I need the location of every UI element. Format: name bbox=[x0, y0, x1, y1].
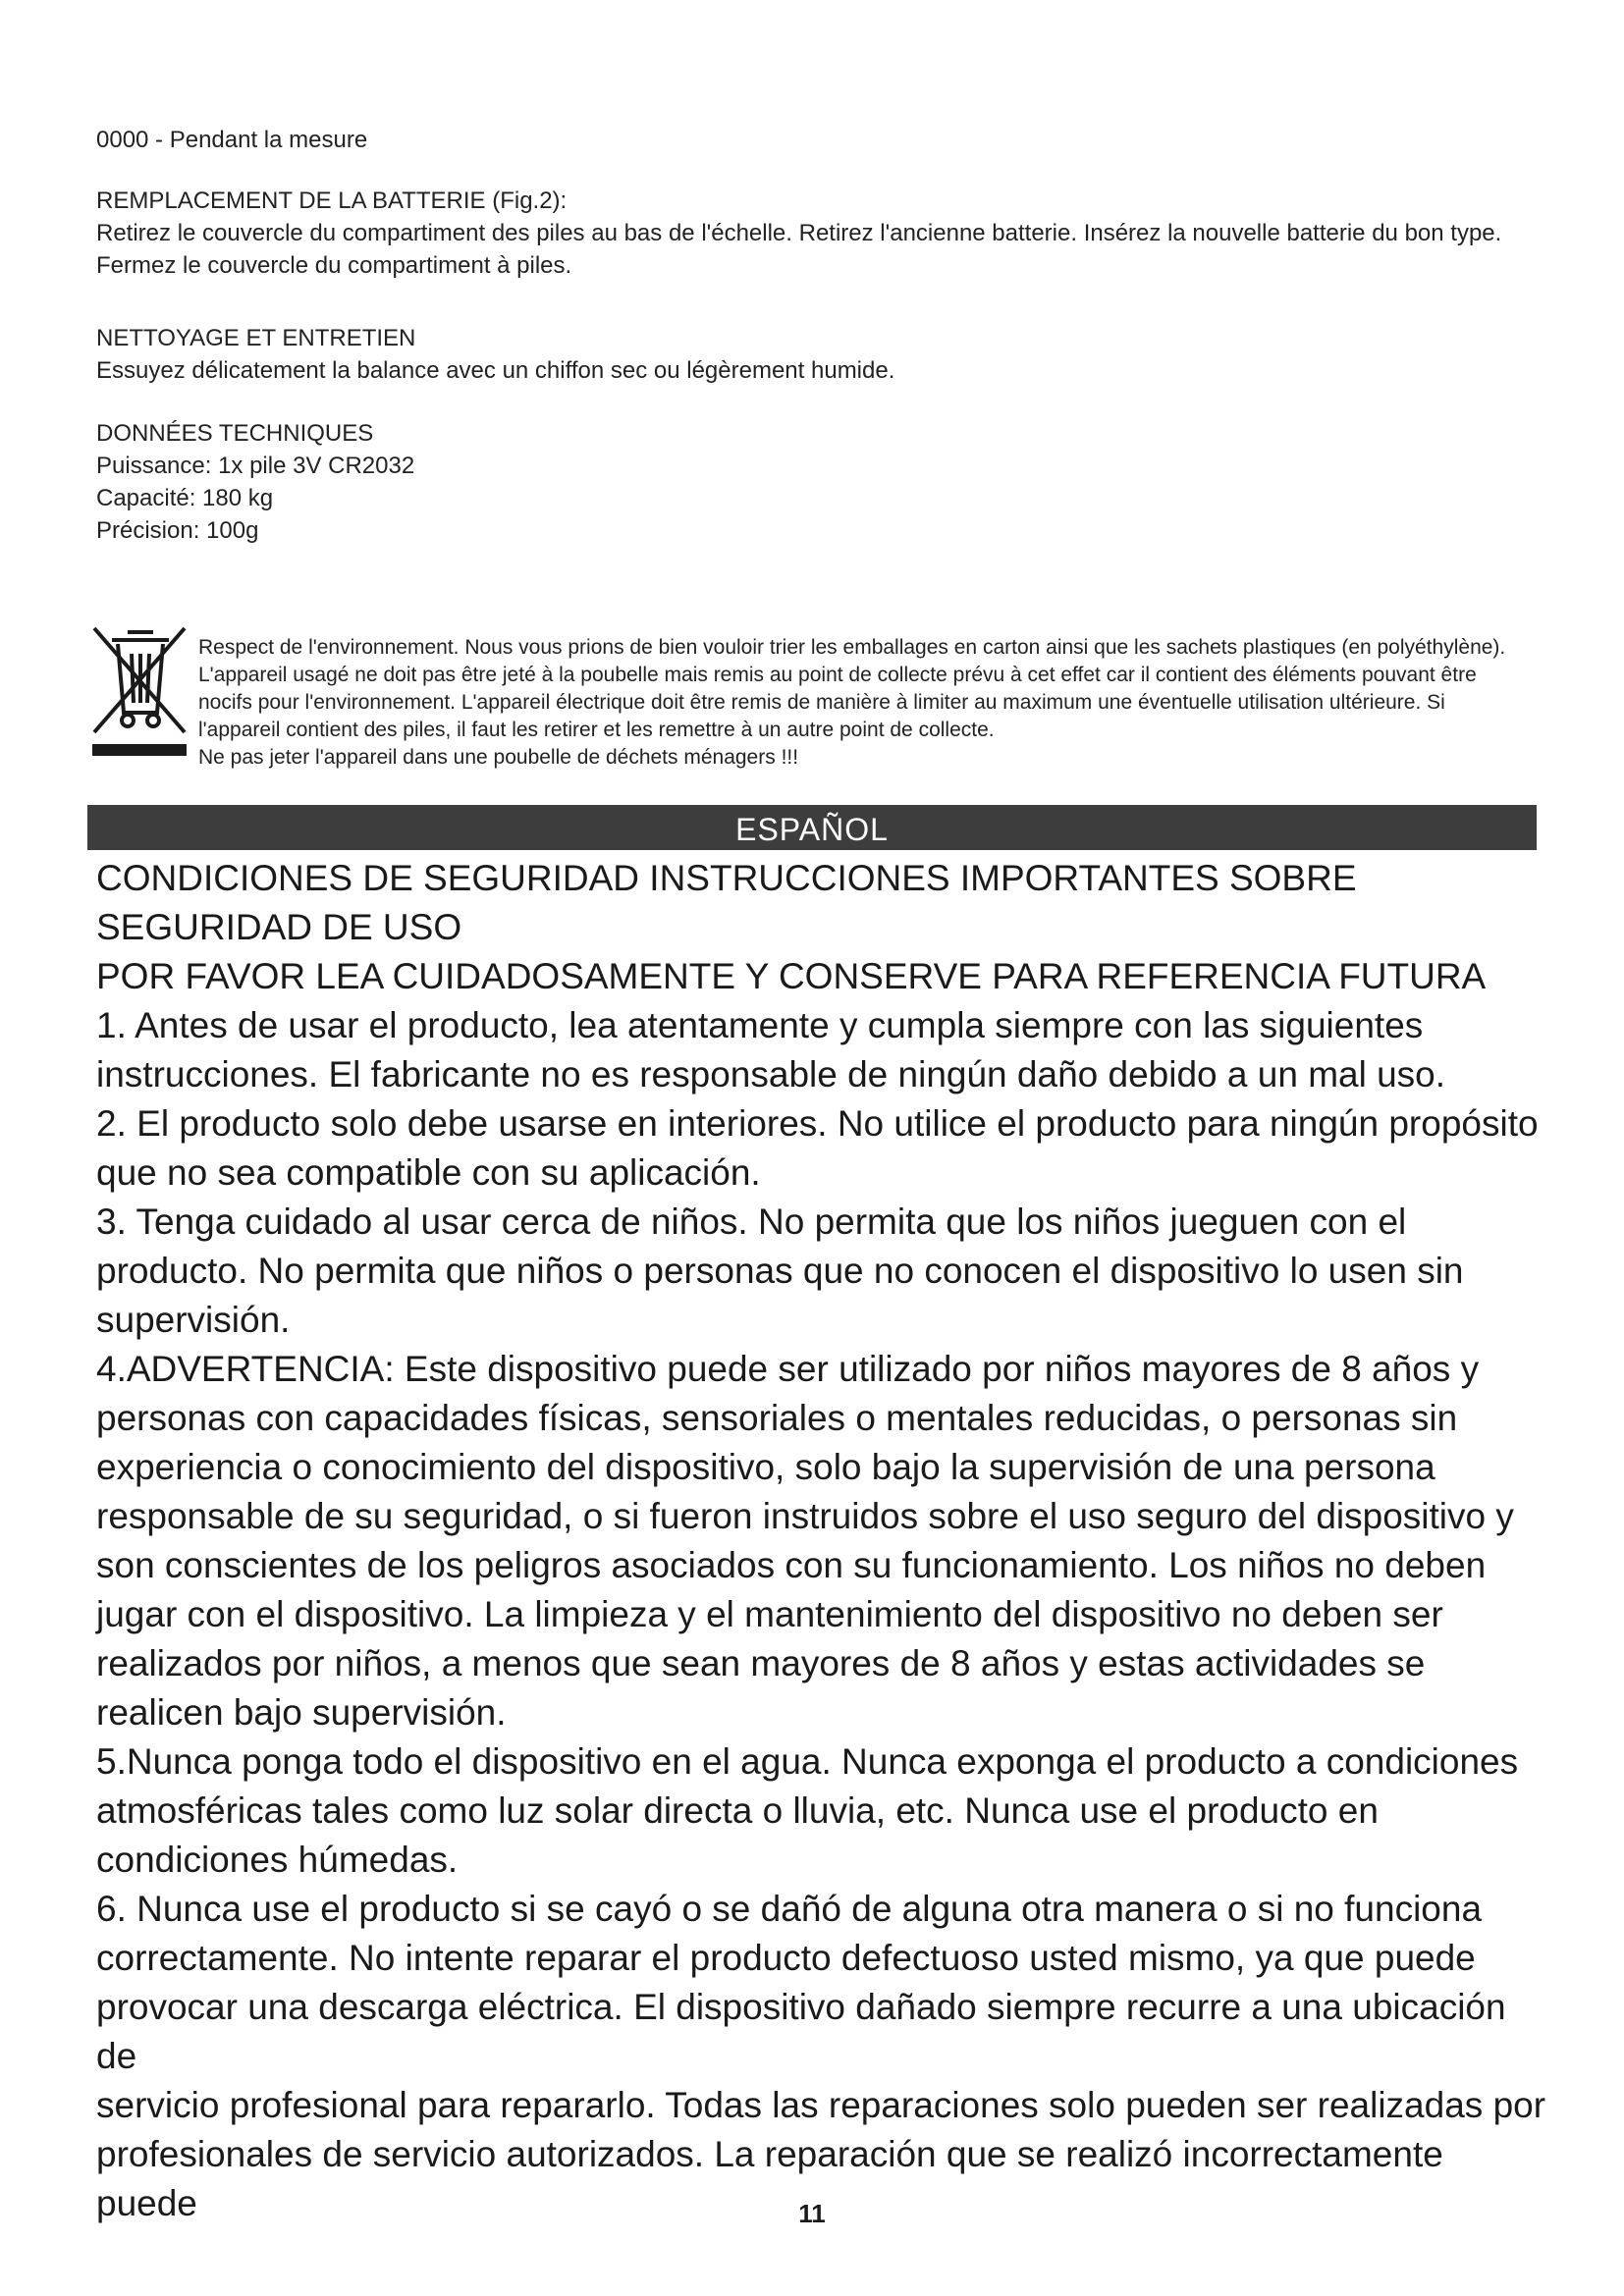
battery-text-line: Retirez le couvercle du compartiment des piles au bas de l'échelle. Retirez l'ancienne batterie. Insérez la nouvelle batterie du bon type. bbox=[96, 220, 1502, 246]
recycling-notice bbox=[90, 622, 1563, 779]
safety-item-line: 3. Tenga cuidado al usar cerca de niños. No permita que los niños jueguen con el bbox=[96, 1201, 1407, 1242]
safety-item-line: condiciones húmedas. bbox=[96, 1840, 459, 1880]
safety-item-line: 4.ADVERTENCIA: Este dispositivo puede ser utilizado por niños mayores de 8 años y bbox=[96, 1349, 1480, 1389]
safety-item-line: jugar con el dispositivo. La limpieza y el mantenimiento del dispositivo no deben ser bbox=[96, 1594, 1443, 1634]
safety-item-1 bbox=[96, 1001, 1549, 1099]
recycling-line: L'appareil usagé ne doit pas être jeté à la poubelle mais remis au point de collecte prévu à cet effet car il contient des éléments pouvant être bbox=[198, 664, 1477, 686]
recycling-line: nocifs pour l'environnement. L'appareil électrique doit être remis de manière à limiter au maximum une éventuelle utilisation ultérieure. Si bbox=[198, 691, 1445, 714]
safety-item-line: atmosféricas tales como luz solar directa o lluvia, etc. Nunca use el producto en bbox=[96, 1790, 1379, 1831]
safety-item-line: profesionales de servicio autorizados. La reparación que se realizó incorrectamente puede bbox=[96, 2134, 1443, 2223]
safety-item-4 bbox=[96, 1345, 1549, 1737]
cleaning-heading: NETTOYAGE ET ENTRETIEN bbox=[96, 325, 416, 351]
safety-item-line: realizados por niños, a menos que sean mayores de 8 años y estas actividades se bbox=[96, 1643, 1426, 1683]
safety-item-line: responsable de su seguridad, o si fueron instruidos sobre el uso seguro del dispositivo y bbox=[96, 1496, 1514, 1536]
spanish-safety-section bbox=[96, 854, 1549, 2228]
battery-replacement-section bbox=[96, 185, 1549, 282]
measure-text: 0000 - Pendant la mesure bbox=[96, 127, 368, 153]
safety-item-line: producto. No permita que niños o personas que no conocen el dispositivo lo usen sin bbox=[96, 1251, 1464, 1291]
recycling-line: l'appareil contient des piles, il faut les retirer et les remettre à un autre point de collecte. bbox=[198, 719, 995, 741]
safety-item-6 bbox=[96, 1885, 1549, 2228]
language-label: ESPAÑOL bbox=[735, 812, 889, 847]
measure-line bbox=[96, 124, 1549, 156]
cleaning-section bbox=[96, 322, 1549, 387]
precision-spec: Précision: 100g bbox=[96, 517, 259, 544]
recycling-line: Ne pas jeter l'appareil dans une poubelle de déchets ménagers !!! bbox=[198, 746, 799, 769]
safety-item-line: supervisión. bbox=[96, 1300, 291, 1340]
safety-heading-line: SEGURIDAD DE USO bbox=[96, 907, 462, 947]
language-section-bar bbox=[87, 805, 1537, 850]
safety-item-2 bbox=[96, 1099, 1549, 1198]
safety-item-line: 5.Nunca ponga todo el dispositivo en el agua. Nunca exponga el producto a condiciones bbox=[96, 1741, 1519, 1782]
technical-data-section bbox=[96, 417, 1549, 547]
safety-item-line: 2. El producto solo debe usarse en interiores. No utilice el producto para ningún propósito bbox=[96, 1103, 1539, 1144]
safety-item-line: correctamente. No intente reparar el producto defectuoso usted mismo, ya que puede bbox=[96, 1938, 1476, 1978]
battery-heading: REMPLACEMENT DE LA BATTERIE (Fig.2): bbox=[96, 187, 568, 214]
safety-item-line: 6. Nunca use el producto si se cayó o se dañó de alguna otra manera o si no funciona bbox=[96, 1889, 1483, 1929]
safety-heading-line: POR FAVOR LEA CUIDADOSAMENTE Y CONSERVE PARA REFERENCIA FUTURA bbox=[96, 956, 1487, 996]
safety-item-line: instrucciones. El fabricante no es responsable de ningún daño debido a un mal uso. bbox=[96, 1054, 1446, 1095]
safety-item-line: servicio profesional para repararlo. Todas las reparaciones solo pueden ser realizadas por bbox=[96, 2085, 1546, 2125]
page-number: 11 bbox=[798, 2199, 826, 2228]
recycling-line: Respect de l'environnement. Nous vous prions de bien vouloir trier les emballages en carton ainsi que les sachets plastiques (en polyéthylène). bbox=[198, 636, 1506, 659]
battery-text-line: Fermez le couvercle du compartiment à piles. bbox=[96, 252, 572, 279]
safety-item-line: son conscientes de los peligros asociados con su funcionamiento. Los niños no deben bbox=[96, 1545, 1487, 1585]
safety-item-line: realicen bajo supervisión. bbox=[96, 1692, 507, 1733]
safety-item-line: experiencia o conocimiento del dispositivo, solo bajo la supervisión de una persona bbox=[96, 1447, 1435, 1487]
safety-item-line: 1. Antes de usar el producto, lea atentamente y cumpla siempre con las siguientes bbox=[96, 1005, 1424, 1045]
safety-item-5 bbox=[96, 1737, 1549, 1885]
power-spec: Puissance: 1x pile 3V CR2032 bbox=[96, 453, 415, 479]
safety-item-line: que no sea compatible con su aplicación. bbox=[96, 1152, 761, 1193]
technical-heading: DONNÉES TECHNIQUES bbox=[96, 420, 374, 447]
safety-item-line: personas con capacidades físicas, sensoriales o mentales reducidas, o personas sin bbox=[96, 1398, 1458, 1438]
cleaning-text-line: Essuyez délicatement la balance avec un chiffon sec ou légèrement humide. bbox=[96, 357, 895, 384]
safety-item-3 bbox=[96, 1198, 1549, 1345]
safety-item-line: provocar una descarga eléctrica. El dispositivo dañado siempre recurre a una ubicación de bbox=[96, 1987, 1506, 2076]
recycling-text bbox=[198, 634, 1624, 772]
crossed-out-wheelie-bin-icon bbox=[90, 622, 189, 770]
safety-heading-line: CONDICIONES DE SEGURIDAD INSTRUCCIONES IMPORTANTES SOBRE bbox=[96, 858, 1357, 898]
capacity-spec: Capacité: 180 kg bbox=[96, 485, 274, 511]
